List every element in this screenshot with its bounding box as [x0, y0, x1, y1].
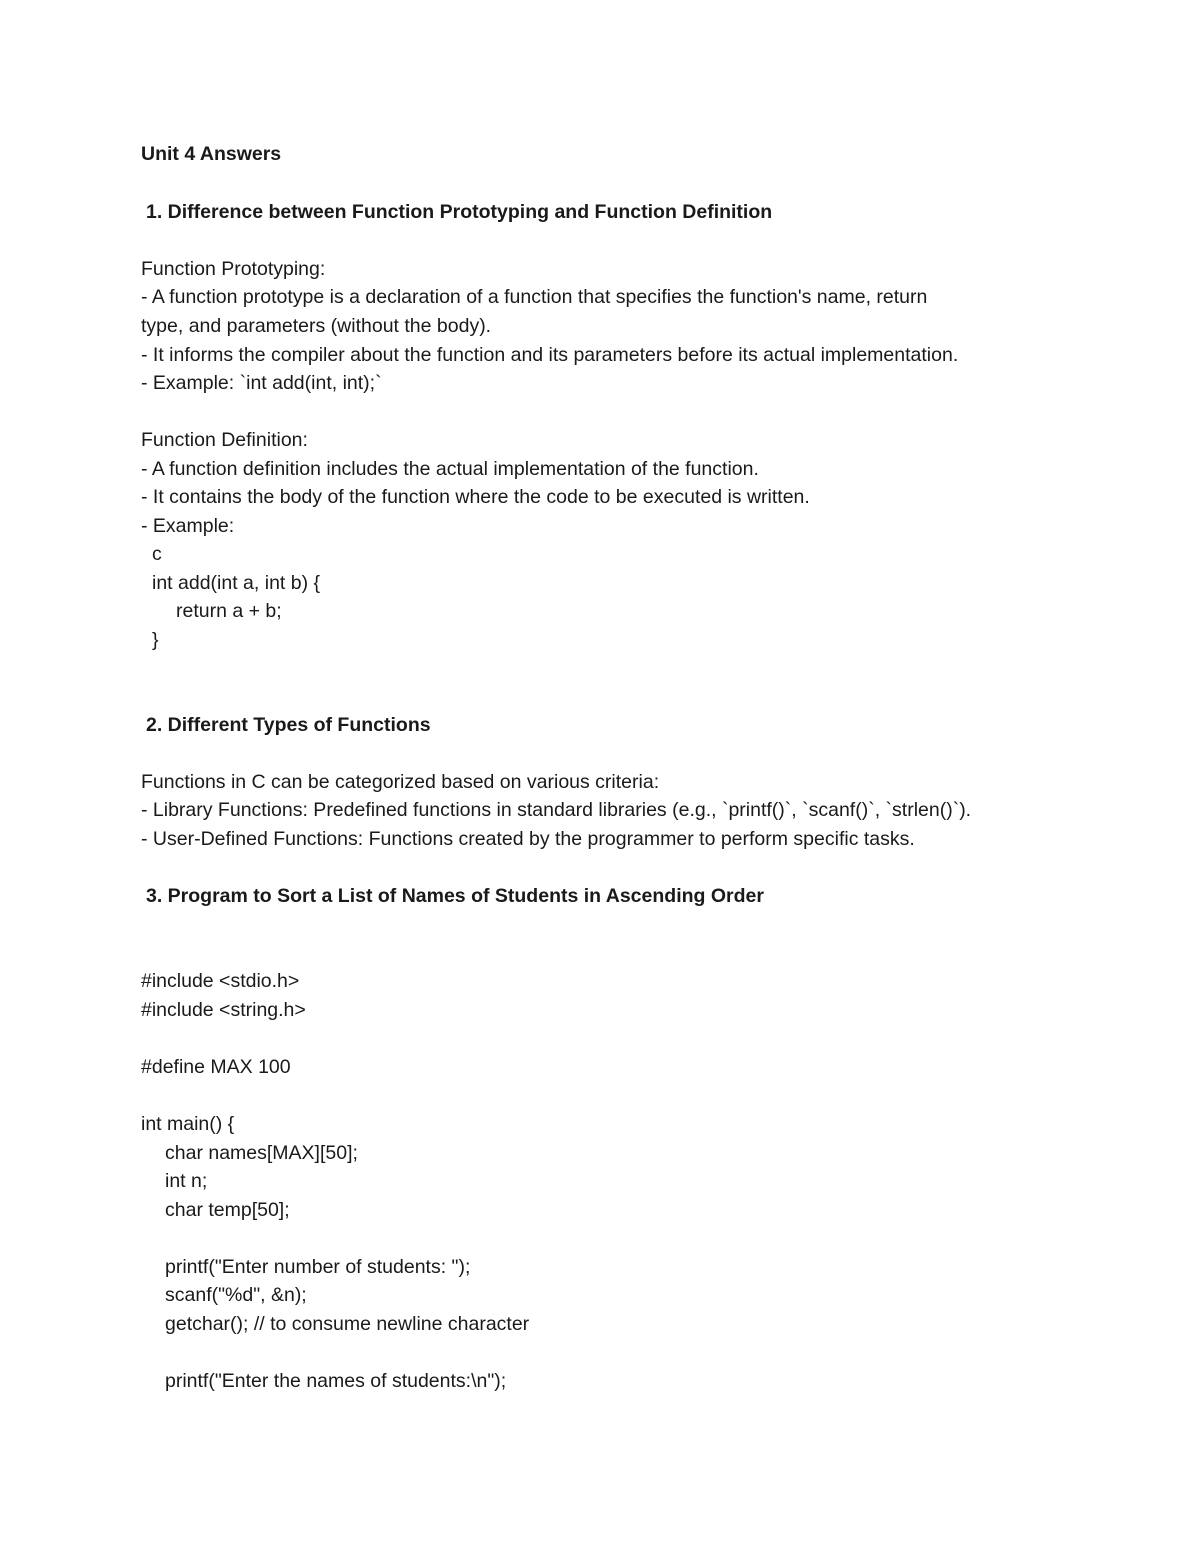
prototyping-line-4: - Example: `int add(int, int);` — [141, 372, 382, 394]
prototyping-line-3: - It informs the compiler about the function and its parameters before its actual implementation. — [141, 344, 959, 366]
section-2-line-2: - Library Functions: Predefined functions in standard libraries (e.g., `printf()`, `scanf()`, `strlen()`). — [141, 799, 972, 821]
code-define-max: #define MAX 100 — [141, 1056, 291, 1078]
code-line-2: return a + b; — [176, 600, 282, 622]
document-title: Unit 4 Answers — [141, 143, 282, 165]
section-2-line-3: - User-Defined Functions: Functions created by the programmer to perform specific tasks. — [141, 828, 915, 850]
code-scanf-count: scanf("%d", &n); — [165, 1284, 307, 1306]
definition-line-2: - It contains the body of the function where the code to be executed is written. — [141, 486, 810, 508]
code-line-1: int add(int a, int b) { — [152, 572, 321, 594]
definition-line-1: - A function definition includes the actual implementation of the function. — [141, 458, 759, 480]
definition-label: Function Definition: — [141, 429, 308, 451]
prototyping-label: Function Prototyping: — [141, 258, 326, 280]
section-1-heading: 1. Difference between Function Prototyping and Function Definition — [146, 201, 773, 223]
code-decl-names: char names[MAX][50]; — [165, 1142, 358, 1164]
prototyping-line-2: type, and parameters (without the body). — [141, 315, 492, 337]
code-printf-count: printf("Enter number of students: "); — [165, 1256, 471, 1278]
code-line-3: } — [152, 629, 159, 651]
code-printf-names: printf("Enter the names of students:\n"); — [165, 1370, 507, 1392]
section-2-line-1: Functions in C can be categorized based on various criteria: — [141, 771, 660, 793]
code-lang-label: c — [152, 543, 162, 565]
code-decl-n: int n; — [165, 1170, 208, 1192]
code-include-string: #include <string.h> — [141, 999, 306, 1021]
section-3-heading: 3. Program to Sort a List of Names of Students in Ascending Order — [146, 885, 764, 907]
definition-line-3: - Example: — [141, 515, 235, 537]
section-2-heading: 2. Different Types of Functions — [146, 714, 431, 736]
prototyping-line-1: - A function prototype is a declaration of a function that specifies the function's name, return — [141, 286, 928, 308]
code-getchar: getchar(); // to consume newline character — [165, 1313, 530, 1335]
code-decl-temp: char temp[50]; — [165, 1199, 290, 1221]
code-main-signature: int main() { — [141, 1113, 235, 1135]
code-include-stdio: #include <stdio.h> — [141, 970, 300, 992]
